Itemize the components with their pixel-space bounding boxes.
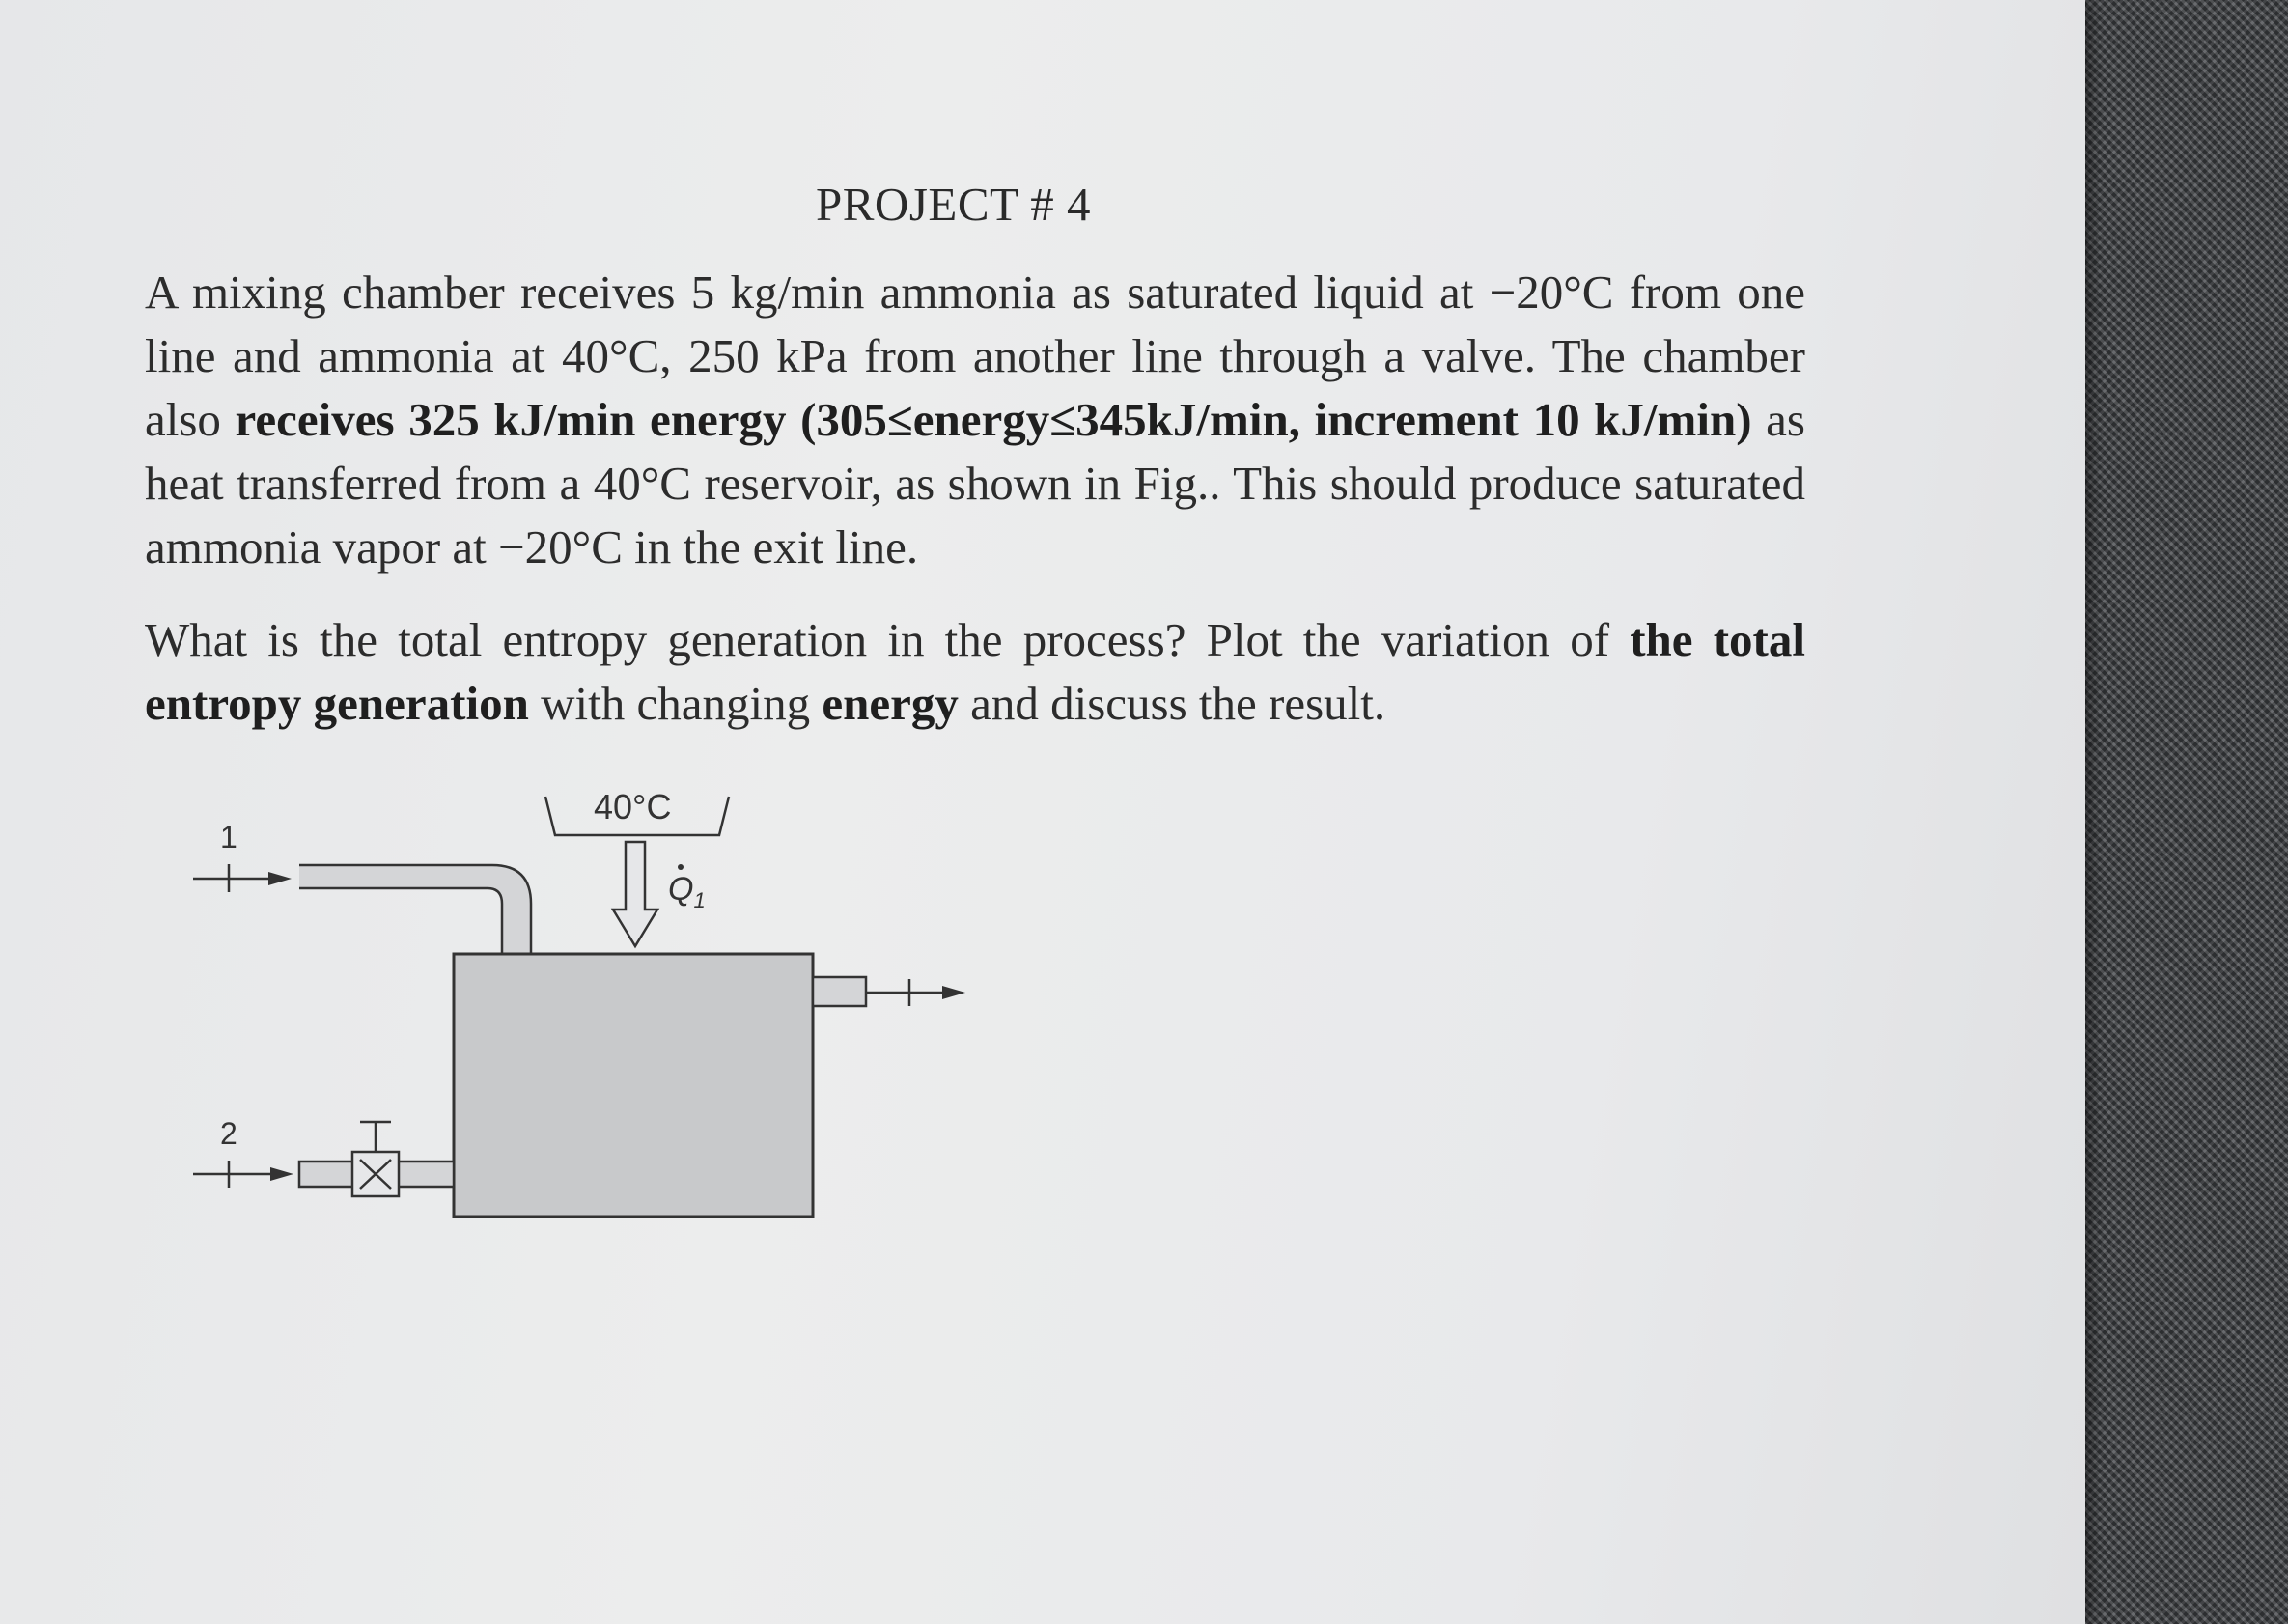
paragraph-text: A mixing chamber receives 5 kg/min ammonia as saturated liquid at −20°C from one line and ammonia at 40°C, 250 kPa from another line through a valve. The chamber also — [145, 266, 1805, 446]
inlet-1-label: 1 — [220, 820, 237, 854]
heat-arrow — [613, 842, 657, 946]
paragraph-bold-text: the total entropy generation — [145, 613, 1805, 730]
exit-pipe — [813, 977, 866, 1006]
paragraph-bold-text: energy — [822, 677, 959, 730]
problem-paragraph — [145, 261, 1805, 579]
mixing-chamber — [454, 954, 813, 1217]
question-paragraph — [145, 608, 1805, 736]
page-title: PROJECT # 4 — [816, 178, 1092, 231]
paragraph-text: What is the total entropy generation in the process? Plot the variation of — [145, 613, 1631, 666]
inlet-2-arrow — [270, 1167, 293, 1181]
paragraph-text: as heat transferred from a 40°C reservoir, as shown in Fig.. This should produce saturated ammonia vapor at −20°C in the exit line. — [145, 393, 1805, 574]
inlet-pipe-1 — [299, 865, 531, 954]
inlet-2-label: 2 — [220, 1116, 237, 1151]
mixing-chamber-figure — [174, 772, 1004, 1236]
paragraph-bold-text: receives 325 kJ/min energy (305≤energy≤345kJ/min, increment 10 kJ/min) — [235, 393, 1752, 446]
inlet-1-arrow — [268, 872, 292, 885]
paragraph-text: and discuss the result. — [958, 677, 1386, 730]
reservoir-label: 40°C — [594, 787, 672, 826]
paragraph-text: with changing — [528, 677, 823, 730]
heat-dot — [678, 864, 684, 870]
heat-label: $Q_1$ — [668, 871, 706, 912]
exit-arrow — [942, 986, 965, 999]
